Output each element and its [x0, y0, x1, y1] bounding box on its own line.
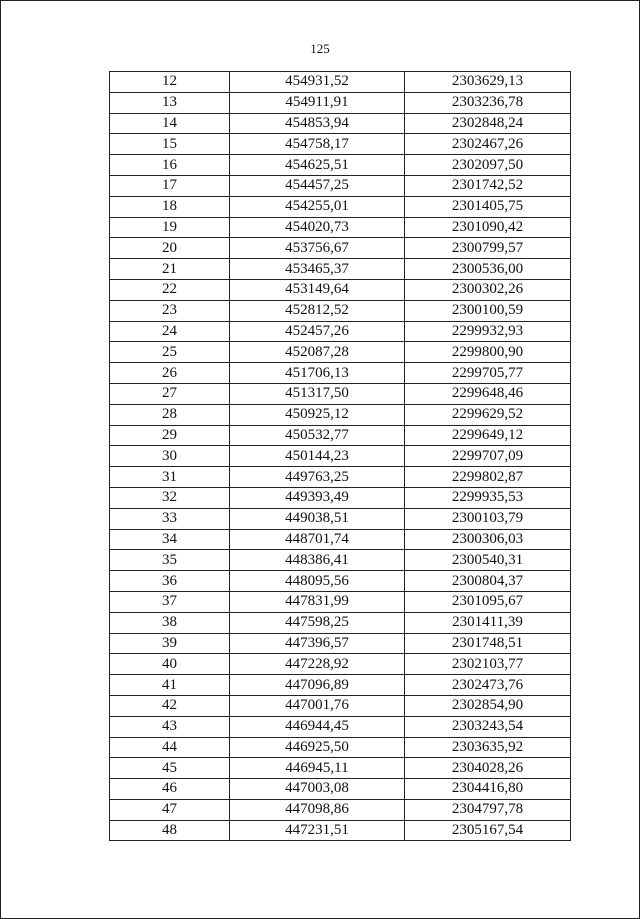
- x-coordinate-cell: 448701,74: [230, 529, 405, 550]
- x-coordinate-cell: 454931,52: [230, 72, 405, 93]
- x-coordinate-cell: 451317,50: [230, 383, 405, 404]
- y-coordinate-cell: 2304797,78: [405, 799, 571, 820]
- x-coordinate-cell: 447396,57: [230, 633, 405, 654]
- table-row: [110, 716, 571, 737]
- x-coordinate-cell: 449038,51: [230, 508, 405, 529]
- x-coordinate-cell: 452812,52: [230, 300, 405, 321]
- x-coordinate-cell: 454255,01: [230, 196, 405, 217]
- table-row: [110, 92, 571, 113]
- x-coordinate-cell: 454457,25: [230, 175, 405, 196]
- point-number-cell: 28: [110, 404, 230, 425]
- coordinates-table: [109, 71, 571, 841]
- table-row: [110, 508, 571, 529]
- table-row: [110, 425, 571, 446]
- table-row: [110, 675, 571, 696]
- point-number-cell: 40: [110, 654, 230, 675]
- y-coordinate-cell: 2301405,75: [405, 196, 571, 217]
- point-number-cell: 47: [110, 799, 230, 820]
- x-coordinate-cell: 447831,99: [230, 591, 405, 612]
- y-coordinate-cell: 2300302,26: [405, 279, 571, 300]
- point-number-cell: 46: [110, 779, 230, 800]
- x-coordinate-cell: 450925,12: [230, 404, 405, 425]
- x-coordinate-cell: 447598,25: [230, 612, 405, 633]
- y-coordinate-cell: 2301742,52: [405, 175, 571, 196]
- y-coordinate-cell: 2300100,59: [405, 300, 571, 321]
- point-number-cell: 35: [110, 550, 230, 571]
- y-coordinate-cell: 2299800,90: [405, 342, 571, 363]
- point-number-cell: 39: [110, 633, 230, 654]
- table-row: [110, 321, 571, 342]
- y-coordinate-cell: 2299802,87: [405, 467, 571, 488]
- y-coordinate-cell: 2302848,24: [405, 113, 571, 134]
- point-number-cell: 15: [110, 134, 230, 155]
- page-number: 125: [310, 41, 330, 56]
- y-coordinate-cell: 2302467,26: [405, 134, 571, 155]
- x-coordinate-cell: 447096,89: [230, 675, 405, 696]
- table-row: [110, 342, 571, 363]
- y-coordinate-cell: 2300103,79: [405, 508, 571, 529]
- point-number-cell: 33: [110, 508, 230, 529]
- table-row: [110, 591, 571, 612]
- point-number-cell: 23: [110, 300, 230, 321]
- y-coordinate-cell: 2299629,52: [405, 404, 571, 425]
- table-row: [110, 799, 571, 820]
- x-coordinate-cell: 453465,37: [230, 259, 405, 280]
- x-coordinate-cell: 447228,92: [230, 654, 405, 675]
- table-row: [110, 175, 571, 196]
- y-coordinate-cell: 2299705,77: [405, 363, 571, 384]
- point-number-cell: 45: [110, 758, 230, 779]
- y-coordinate-cell: 2301095,67: [405, 591, 571, 612]
- point-number-cell: 16: [110, 155, 230, 176]
- table-row: [110, 467, 571, 488]
- point-number-cell: 14: [110, 113, 230, 134]
- x-coordinate-cell: 454625,51: [230, 155, 405, 176]
- table-row: [110, 633, 571, 654]
- table-row: [110, 217, 571, 238]
- table-row: [110, 612, 571, 633]
- table-row: [110, 654, 571, 675]
- point-number-cell: 44: [110, 737, 230, 758]
- table-row: [110, 72, 571, 93]
- table-row: [110, 300, 571, 321]
- x-coordinate-cell: 448386,41: [230, 550, 405, 571]
- x-coordinate-cell: 447001,76: [230, 695, 405, 716]
- point-number-cell: 48: [110, 820, 230, 841]
- point-number-cell: 24: [110, 321, 230, 342]
- y-coordinate-cell: 2300799,57: [405, 238, 571, 259]
- x-coordinate-cell: 454758,17: [230, 134, 405, 155]
- table-row: [110, 196, 571, 217]
- point-number-cell: 31: [110, 467, 230, 488]
- point-number-cell: 27: [110, 383, 230, 404]
- point-number-cell: 37: [110, 591, 230, 612]
- point-number-cell: 42: [110, 695, 230, 716]
- x-coordinate-cell: 450532,77: [230, 425, 405, 446]
- x-coordinate-cell: 453149,64: [230, 279, 405, 300]
- point-number-cell: 19: [110, 217, 230, 238]
- point-number-cell: 21: [110, 259, 230, 280]
- y-coordinate-cell: 2304028,26: [405, 758, 571, 779]
- x-coordinate-cell: 447003,08: [230, 779, 405, 800]
- table-row: [110, 446, 571, 467]
- table-row: [110, 529, 571, 550]
- x-coordinate-cell: 446925,50: [230, 737, 405, 758]
- y-coordinate-cell: 2303635,92: [405, 737, 571, 758]
- table-row: [110, 737, 571, 758]
- point-number-cell: 36: [110, 571, 230, 592]
- point-number-cell: 13: [110, 92, 230, 113]
- x-coordinate-cell: 447098,86: [230, 799, 405, 820]
- y-coordinate-cell: 2299649,12: [405, 425, 571, 446]
- y-coordinate-cell: 2301748,51: [405, 633, 571, 654]
- table-row: [110, 779, 571, 800]
- x-coordinate-cell: 447231,51: [230, 820, 405, 841]
- table-row: [110, 758, 571, 779]
- point-number-cell: 17: [110, 175, 230, 196]
- x-coordinate-cell: 453756,67: [230, 238, 405, 259]
- x-coordinate-cell: 452087,28: [230, 342, 405, 363]
- y-coordinate-cell: 2305167,54: [405, 820, 571, 841]
- x-coordinate-cell: 448095,56: [230, 571, 405, 592]
- table-row: [110, 279, 571, 300]
- y-coordinate-cell: 2299648,46: [405, 383, 571, 404]
- point-number-cell: 26: [110, 363, 230, 384]
- point-number-cell: 43: [110, 716, 230, 737]
- point-number-cell: 20: [110, 238, 230, 259]
- coordinates-table-body: [110, 72, 571, 841]
- y-coordinate-cell: 2303629,13: [405, 72, 571, 93]
- table-row: [110, 238, 571, 259]
- point-number-cell: 29: [110, 425, 230, 446]
- y-coordinate-cell: 2299707,09: [405, 446, 571, 467]
- y-coordinate-cell: 2304416,80: [405, 779, 571, 800]
- table-row: [110, 404, 571, 425]
- y-coordinate-cell: 2299932,93: [405, 321, 571, 342]
- point-number-cell: 32: [110, 487, 230, 508]
- point-number-cell: 30: [110, 446, 230, 467]
- point-number-cell: 22: [110, 279, 230, 300]
- y-coordinate-cell: 2302097,50: [405, 155, 571, 176]
- table-row: [110, 820, 571, 841]
- table-row: [110, 487, 571, 508]
- x-coordinate-cell: 452457,26: [230, 321, 405, 342]
- table-row: [110, 695, 571, 716]
- x-coordinate-cell: 449763,25: [230, 467, 405, 488]
- x-coordinate-cell: 446944,45: [230, 716, 405, 737]
- y-coordinate-cell: 2302473,76: [405, 675, 571, 696]
- x-coordinate-cell: 451706,13: [230, 363, 405, 384]
- table-row: [110, 571, 571, 592]
- y-coordinate-cell: 2302103,77: [405, 654, 571, 675]
- y-coordinate-cell: 2300540,31: [405, 550, 571, 571]
- x-coordinate-cell: 454911,91: [230, 92, 405, 113]
- table-row: [110, 259, 571, 280]
- y-coordinate-cell: 2302854,90: [405, 695, 571, 716]
- table-row: [110, 134, 571, 155]
- y-coordinate-cell: 2301411,39: [405, 612, 571, 633]
- table-row: [110, 383, 571, 404]
- y-coordinate-cell: 2300306,03: [405, 529, 571, 550]
- x-coordinate-cell: 449393,49: [230, 487, 405, 508]
- point-number-cell: 41: [110, 675, 230, 696]
- x-coordinate-cell: 446945,11: [230, 758, 405, 779]
- point-number-cell: 38: [110, 612, 230, 633]
- point-number-cell: 34: [110, 529, 230, 550]
- y-coordinate-cell: 2300804,37: [405, 571, 571, 592]
- x-coordinate-cell: 454853,94: [230, 113, 405, 134]
- y-coordinate-cell: 2300536,00: [405, 259, 571, 280]
- table-row: [110, 155, 571, 176]
- table-row: [110, 550, 571, 571]
- y-coordinate-cell: 2301090,42: [405, 217, 571, 238]
- x-coordinate-cell: 450144,23: [230, 446, 405, 467]
- point-number-cell: 12: [110, 72, 230, 93]
- y-coordinate-cell: 2299935,53: [405, 487, 571, 508]
- y-coordinate-cell: 2303236,78: [405, 92, 571, 113]
- table-row: [110, 113, 571, 134]
- x-coordinate-cell: 454020,73: [230, 217, 405, 238]
- point-number-cell: 18: [110, 196, 230, 217]
- point-number-cell: 25: [110, 342, 230, 363]
- y-coordinate-cell: 2303243,54: [405, 716, 571, 737]
- table-row: [110, 363, 571, 384]
